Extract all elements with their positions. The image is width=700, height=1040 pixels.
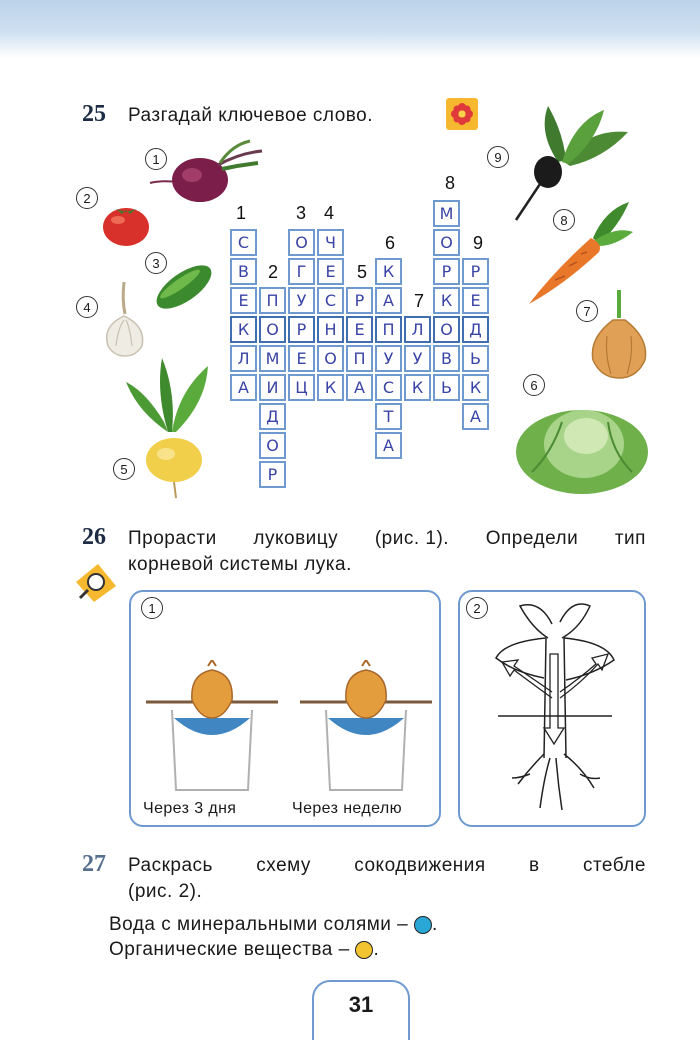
crossword-cell[interactable]: Г [288,258,315,285]
crossword-cell[interactable]: Р [433,258,460,285]
crossword-cell[interactable]: М [259,345,286,372]
clue-number-7: 7 [414,291,425,311]
crossword-cell[interactable]: О [288,229,315,256]
picture-number-3: 3 [145,252,167,274]
word: Раскрась [128,855,213,876]
clue-number-5: 5 [357,262,368,282]
onion-image [583,286,653,382]
crossword-cell[interactable]: О [259,316,286,343]
crossword-cell[interactable]: И [259,374,286,401]
crossword-cell[interactable]: С [230,229,257,256]
task-27-text [128,853,646,905]
crossword-cell[interactable]: К [404,374,431,401]
water-color-dot [414,916,432,934]
crossword-cell[interactable]: Р [346,287,373,314]
task-27-number: 27 [82,851,106,877]
legend-organic-label: Органические вещества – [109,939,350,960]
crossword-cell[interactable]: К [230,316,257,343]
picture-number-2: 2 [76,187,98,209]
crossword-cell[interactable]: У [404,345,431,372]
glass-week [300,660,432,790]
clue-number-3: 3 [296,203,307,223]
garlic-image [100,280,150,360]
task-27-line-1 [128,853,646,879]
crossword-cell[interactable]: Л [404,316,431,343]
legend-period: . [432,914,438,935]
crossword-cell[interactable]: О [317,345,344,372]
crossword-cell[interactable]: А [230,374,257,401]
picture-number-8: 8 [553,209,575,231]
task-25-number: 25 [82,101,106,127]
flower-icon [446,98,478,130]
word: стебле [582,855,646,876]
task-26-number: 26 [82,524,106,550]
picture-number-1: 1 [145,148,167,170]
crossword-cell[interactable]: Д [259,403,286,430]
crossword-cell[interactable]: Ц [288,374,315,401]
crossword-cell[interactable]: П [346,345,373,372]
figure-2-label: 2 [466,597,488,619]
crossword-cell[interactable]: П [259,287,286,314]
crossword-cell[interactable]: М [433,200,460,227]
crossword-cell[interactable]: К [462,374,489,401]
word: Прорасти [128,528,217,549]
legend-water-label: Вода с минеральными солями – [109,914,409,935]
crossword-cell[interactable]: У [375,345,402,372]
cucumber-image [150,258,218,316]
crossword-cell[interactable]: Е [230,287,257,314]
organic-color-dot [355,941,373,959]
caption-week: Через неделю [292,800,403,817]
clue-number-2: 2 [268,262,279,282]
crossword-cell[interactable]: С [317,287,344,314]
creative-task-badge [446,98,478,130]
crossword-cell[interactable]: Т [375,403,402,430]
top-decorative-band [0,0,700,58]
crossword-cell[interactable]: Е [317,258,344,285]
page-number: 31 [348,992,374,1017]
crossword-cell[interactable]: Е [462,287,489,314]
clue-number-1: 1 [236,203,247,223]
crossword-cell[interactable]: К [433,287,460,314]
crossword-cell[interactable]: Д [462,316,489,343]
task-26-line-2: корневой системы лука. [128,554,352,575]
crossword-cell[interactable]: О [259,432,286,459]
cabbage-image [512,392,652,498]
caption-3-days: Через 3 дня [143,800,237,817]
legend-organic-row [109,937,379,963]
crossword-cell[interactable]: Е [346,316,373,343]
task-26-text [128,526,646,578]
glass-3-days [146,660,278,790]
legend-water-row [109,912,438,938]
crossword-cell[interactable]: Ь [462,345,489,372]
crossword-cell[interactable]: П [375,316,402,343]
stem-sap-flow-diagram [490,598,620,818]
page-number-tab [312,980,410,1040]
picture-number-4: 4 [76,296,98,318]
crossword-cell[interactable]: В [230,258,257,285]
crossword-cell[interactable]: А [375,287,402,314]
figure-1-label: 1 [141,597,163,619]
task-25-text [128,103,433,129]
word: Определи [485,528,579,549]
clue-number-9: 9 [473,233,484,253]
word: в [529,855,540,876]
crossword-cell[interactable]: К [317,374,344,401]
word: тип [614,528,646,549]
crossword-cell[interactable]: А [346,374,373,401]
crossword-cell[interactable]: Ч [317,229,344,256]
tomato-image [100,200,152,248]
crossword-cell[interactable]: В [433,345,460,372]
crossword-cell[interactable]: С [375,374,402,401]
picture-number-9: 9 [487,146,509,168]
crossword-cell[interactable]: Е [288,345,315,372]
crossword-cell[interactable]: К [375,258,402,285]
turnip-image [118,352,218,500]
crossword-cell[interactable]: Р [259,461,286,488]
onion-in-glass-illustration [132,660,438,800]
word: сокодвижения [354,855,486,876]
crossword-cell[interactable]: Н [317,316,344,343]
picture-number-7: 7 [576,300,598,322]
crossword-cell[interactable]: Р [288,316,315,343]
picture-number-5: 5 [113,458,135,480]
task-25-instruction: Разгадай ключевое слово. [128,105,374,126]
task-26-line-1 [128,526,646,552]
crossword-cell[interactable]: А [375,432,402,459]
legend-period: . [373,939,380,960]
word: схему [256,855,311,876]
crossword-cell[interactable]: Р [462,258,489,285]
clue-number-8: 8 [445,173,456,193]
crossword-cell[interactable]: О [433,229,460,256]
beet-image [140,135,270,210]
crossword-cell[interactable]: Л [230,345,257,372]
word: (рис. 1). [374,528,450,549]
magnifier-icon [72,560,120,604]
crossword-cell[interactable]: А [462,403,489,430]
crossword-cell[interactable]: Ь [433,374,460,401]
task-27-line-2: (рис. 2). [128,881,203,902]
clue-number-6: 6 [385,233,396,253]
picture-number-6: 6 [523,374,545,396]
clue-number-4: 4 [324,203,335,223]
word: луковицу [253,528,339,549]
crossword-cell[interactable]: У [288,287,315,314]
crossword-cell[interactable]: О [433,316,460,343]
